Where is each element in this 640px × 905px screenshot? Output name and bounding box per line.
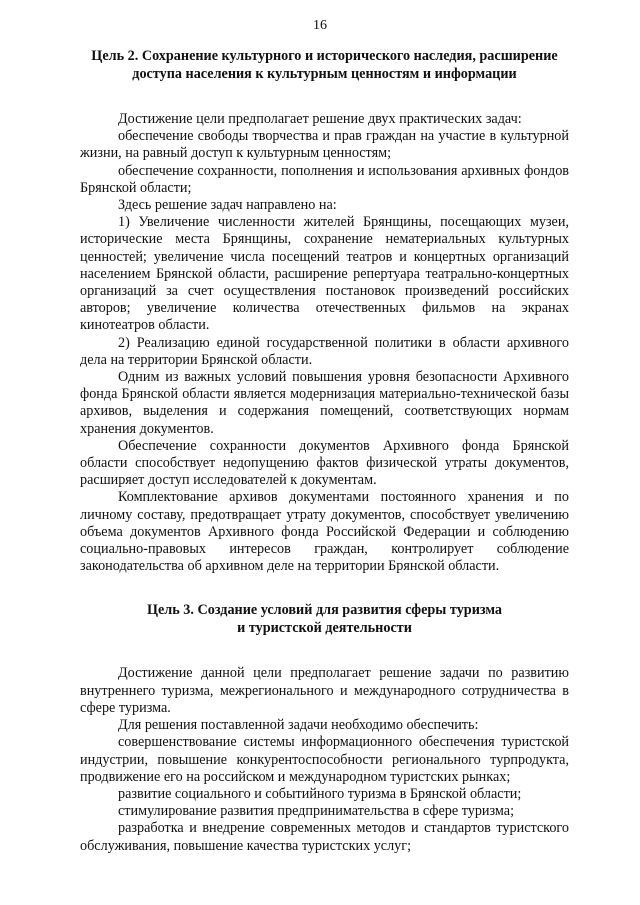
- goal-3-paragraph-6: разработка и внедрение современных методов и стандартов туристского обслуживания, повышение качества туристских услуг;: [80, 820, 569, 854]
- page-number: 16: [313, 18, 327, 33]
- spacer: [80, 637, 569, 665]
- page-content: [80, 47, 569, 855]
- goal-2-heading: [80, 47, 569, 83]
- goal-3-paragraph-2: Для решения поставленной задачи необходимо обеспечить:: [118, 717, 479, 734]
- goal-2-paragraph-6: 2) Реализацию единой государственной политики в области архивного дела на территории Брянской области.: [80, 334, 569, 368]
- goal-3-paragraph-1: Достижение данной цели предполагает решение задачи по развитию внутреннего туризма, межрегионального и международного сотрудничества в сфере туризма.: [80, 665, 569, 716]
- goal-2-paragraph-7: Одним из важных условий повышения уровня безопасности Архивного фонда Брянской области является модернизация материально-технической базы архивов, выделения и содержания помещений, соответствующих нормам хранения документов.: [80, 369, 569, 437]
- spacer: [80, 83, 569, 111]
- goal-2-paragraph-8: Обеспечение сохранности документов Архивного фонда Брянской области способствует недопущению фактов физической утраты документов, расширяет доступ исследователей к документам.: [80, 437, 569, 489]
- goal-3-heading-line-1: Цель 3. Создание условий для развития сферы туризма: [146, 602, 503, 619]
- goal-2-paragraph-1: Достижение цели предполагает решение двух практических задач:: [118, 111, 522, 127]
- goal-2-heading-line-1: Цель 2. Сохранение культурного и исторического наследия, расширение: [91, 48, 558, 64]
- goal-2-paragraph-2: обеспечение свободы творчества и прав граждан на участие в культурной жизни, на равный доступ к культурным ценностям;: [80, 128, 569, 162]
- goal-2-paragraph-9: Комплектование архивов документами постоянного хранения и по личному составу, предотвращает утрату документов, способствует увеличению объема документов Архивного фонда Российской Федерации и соблюдению социально-правовых интересов граждан, контролирует соблюдение законодательства об архивном деле на территории Брянской области.: [80, 489, 569, 575]
- goal-2-heading-line-2: доступа населения к культурным ценностям и информации: [132, 66, 517, 82]
- goal-2-paragraph-4: Здесь решение задач направлено на:: [118, 197, 337, 214]
- spacer: [80, 575, 569, 601]
- goal-3-paragraph-5: стимулирование развития предпринимательства в сфере туризма;: [118, 803, 515, 820]
- goal-3-heading-line-2: и туристской деятельности: [237, 620, 412, 637]
- goal-2-paragraph-5: 1) Увеличение численности жителей Брянщины, посещающих музеи, исторические места Брянщины, сохранение нематериальных культурных ценностей; увеличение числа посещений театров и концертных организаций населением Брянской области, расширение репертуара театрально-концертных организаций за счет осуществления постановок произведений российских авторов; увеличение количества отечественных фильмов на экранах кинотеатров области.: [80, 214, 569, 334]
- goal-3-heading: [80, 601, 569, 637]
- goal-3-paragraph-3: совершенствование системы информационного обеспечения туристской индустрии, повышение конкурентоспособности регионального турпродукта, продвижение его на российском и международном туристских рынках;: [80, 734, 569, 785]
- goal-3-paragraph-4: развитие социального и событийного туризма в Брянской области;: [118, 785, 522, 802]
- goal-2-paragraph-3: обеспечение сохранности, пополнения и использования архивных фондов Брянской области;: [80, 162, 569, 196]
